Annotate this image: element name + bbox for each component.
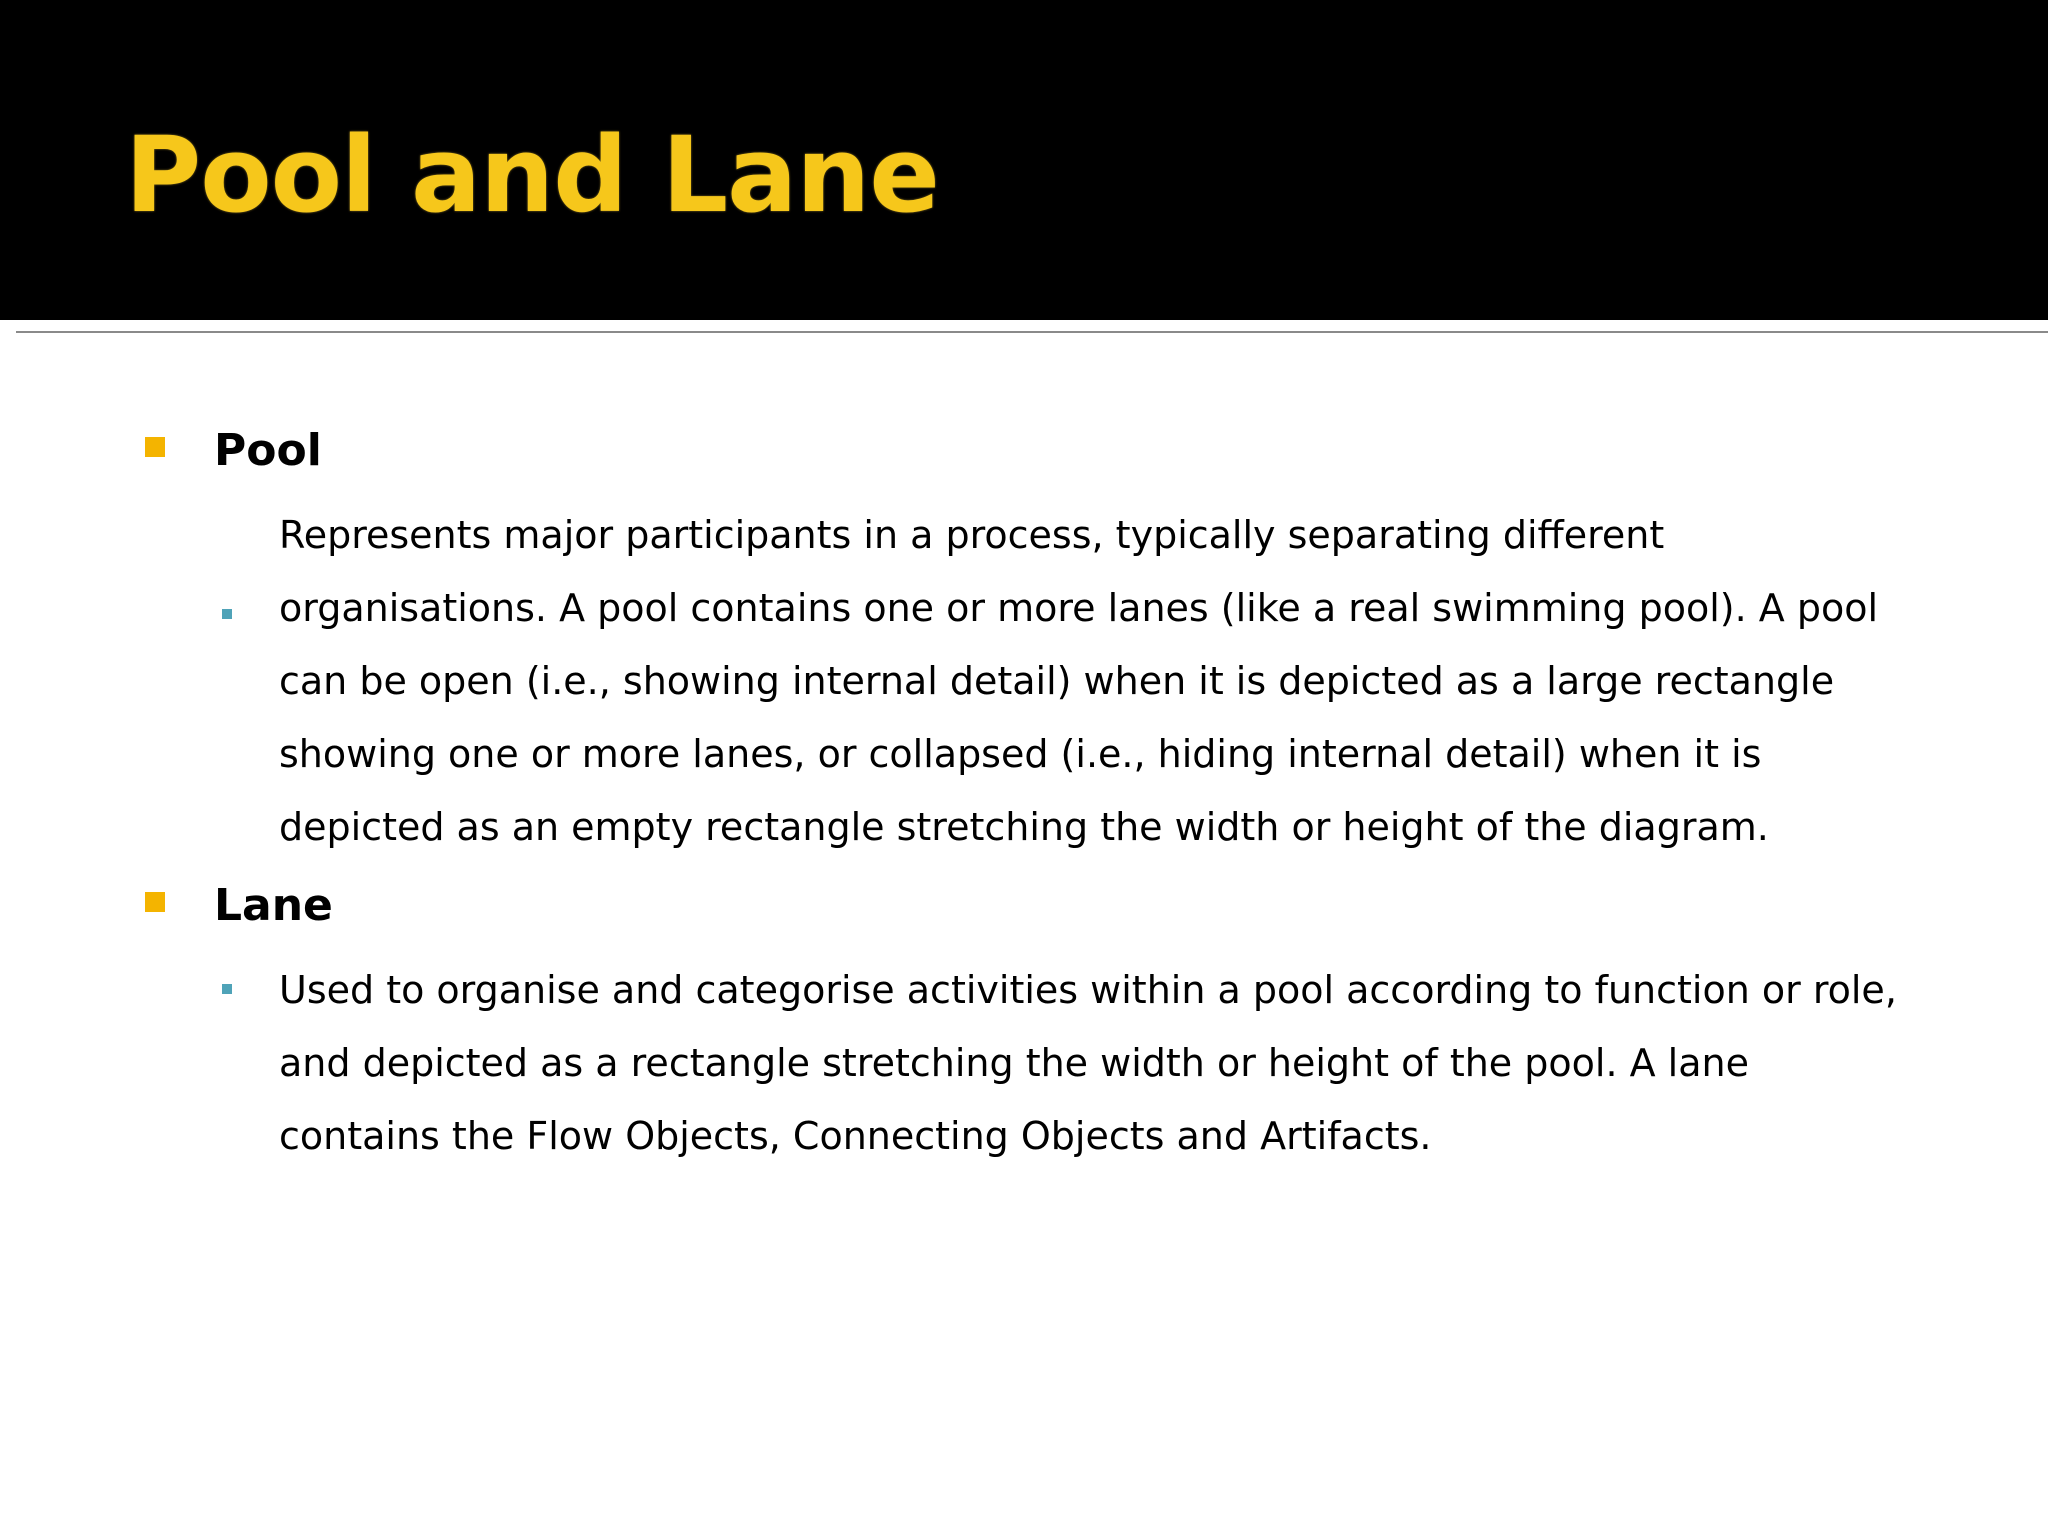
bullet-description: Used to organise and categorise activities within a pool according to function or role, and depicted as a rectangle stretching the width or height of the pool. A lane contains the Flow Objects, Connecting Objects and Artifacts. xyxy=(279,968,1897,1158)
bullet-heading: Lane xyxy=(214,880,333,931)
title-divider xyxy=(16,331,2048,333)
small-square-bullet-icon xyxy=(222,984,232,994)
square-bullet-icon xyxy=(145,892,165,912)
bullet-heading-row xyxy=(140,870,1920,942)
bullet-description: Represents major participants in a process, typically separating different organisations. A pool contains one or more lanes (like a real swimming pool). A pool can be open (i.e., showing internal detail) when it is depicted as a large rectangle showing one or more lanes, or collapsed (i.e., hiding internal detail) when it is depicted as an empty rectangle stretching the width or height of the diagram. xyxy=(279,513,1879,849)
bullet-description-row xyxy=(140,954,1920,1173)
slide-title: Pool and Lane xyxy=(125,114,939,236)
title-bar xyxy=(0,0,2048,320)
bullet-description-row xyxy=(140,499,1920,864)
bullet-heading: Pool xyxy=(214,425,322,476)
bullet-heading-row xyxy=(140,415,1920,487)
bullet-item-pool xyxy=(140,415,1920,864)
slide-content xyxy=(140,415,1920,1173)
square-bullet-icon xyxy=(145,437,165,457)
small-square-bullet-icon xyxy=(222,609,232,619)
bullet-item-lane xyxy=(140,870,1920,1173)
